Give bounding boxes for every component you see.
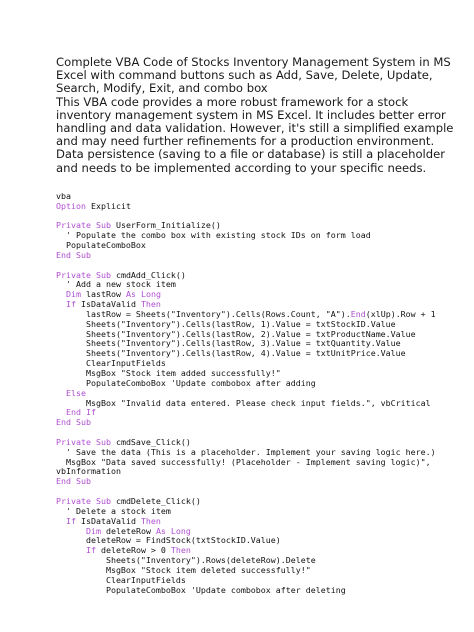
title-line: Complete VBA Code of Stocks Inventory Management System in MS (56, 55, 451, 69)
code-text: Sheets("Inventory").Cells(lastRow, 3).Value = txtQuantity.Value (56, 338, 401, 349)
code-text: lastRow (81, 289, 126, 300)
code-keyword: End Sub (56, 476, 91, 487)
code-text (56, 407, 66, 417)
code-keyword: As Long (125, 289, 161, 300)
code-line (56, 241, 456, 251)
intro-line: handling and data validation. However, it's still a simplified example (56, 121, 454, 136)
intro-line: and may need further refinements for a production environment. (56, 134, 435, 149)
code-line (56, 467, 456, 477)
title-line: Search, Modify, Exit, and combo box (56, 81, 268, 96)
code-text (56, 526, 86, 536)
code-keyword: Private Sub (56, 436, 111, 447)
code-text: Sheets("Inventory").Cells(lastRow, 2).Value = txtProductName.Value (56, 328, 416, 339)
code-text: PopulateComboBox (56, 240, 146, 251)
code-text: Sheets("Inventory").Cells(lastRow, 4).Value = txtUnitPrice.Value (56, 348, 406, 359)
code-text: MsgBox "Stock item deleted successfully!" (56, 564, 311, 575)
code-keyword: Then (140, 515, 161, 526)
code-text: PopulateComboBox 'Update combobox after deleting (56, 584, 346, 595)
code-text: Explicit (85, 200, 131, 211)
code-keyword: Private Sub (56, 220, 111, 231)
code-text: deleteRow = FindStock(txtStockID.Value) (56, 535, 281, 546)
intro-line: inventory management system in MS Excel. It includes better error (56, 107, 446, 122)
code-text: MsgBox "Invalid data entered. Please check input fields.", vbCritical (56, 397, 431, 408)
code-text: Sheets("Inventory").Rows(deleteRow).Delete (56, 555, 316, 566)
code-keyword: If (66, 299, 76, 310)
code-text: MsgBox "Data saved successfully! (Placeholder - Implement saving logic)", (56, 456, 431, 467)
code-keyword: Then (170, 545, 191, 556)
code-text: PopulateComboBox 'Update combobox after adding (56, 377, 316, 388)
code-text: ' Delete a stock item (56, 505, 171, 516)
code-text: cmdDelete_Click() (110, 495, 201, 506)
code-text: ClearInputFields (56, 574, 186, 585)
document-title (56, 56, 456, 96)
code-line (56, 477, 456, 487)
code-text: ' Populate the combo box with existing stock IDs on form load (56, 230, 371, 241)
code-keyword: If (85, 545, 96, 556)
code-keyword: End Sub (56, 249, 91, 260)
code-text: IsDataValid (76, 299, 141, 310)
code-keyword: Dim (85, 525, 101, 536)
code-text: vba (56, 190, 71, 201)
code-keyword: Then (140, 299, 161, 310)
code-text (56, 299, 66, 309)
code-line (56, 408, 456, 418)
code-text (56, 388, 66, 398)
code-keyword: Else (66, 387, 86, 398)
code-text: UserForm_Initialize() (110, 220, 221, 231)
intro-paragraph (56, 96, 456, 175)
title-line: Excel with command buttons such as Add, Save, Delete, Update, (56, 68, 433, 83)
code-text: (xlUp).Row + 1 (365, 308, 436, 319)
code-text (56, 289, 66, 299)
code-keyword: If (66, 515, 76, 526)
code-text: Sheets("Inventory").Cells(lastRow, 1).Value = txtStockID.Value (56, 318, 396, 329)
code-text (56, 545, 86, 555)
code-text: lastRow = Sheets("Inventory").Cells(Rows.Count, "A"). (56, 308, 351, 319)
code-text: IsDataValid (76, 515, 141, 526)
code-keyword: Dim (66, 289, 81, 300)
code-line (56, 586, 456, 596)
code-keyword: As Long (155, 525, 191, 536)
intro-line: This VBA code provides a more robust framework for a stock (56, 94, 409, 109)
code-block (56, 192, 456, 596)
code-line (56, 418, 456, 428)
code-line (56, 251, 456, 261)
code-text: vbInformation (56, 466, 121, 477)
code-keyword: Private Sub (56, 495, 111, 506)
intro-line: Data persistence (saving to a file or database) is still a placeholder (56, 147, 446, 162)
intro-line: and needs to be implemented according to your specific needs. (56, 160, 427, 175)
code-line (56, 379, 456, 389)
code-text: ClearInputFields (56, 358, 166, 369)
code-text: deleteRow (100, 525, 156, 536)
code-text: cmdAdd_Click() (110, 269, 186, 280)
code-keyword: End Sub (56, 417, 91, 428)
code-line (56, 399, 456, 409)
code-text: deleteRow > 0 (95, 545, 171, 556)
code-text: ' Save the data (This is a placeholder. Implement your saving logic here.) (56, 446, 436, 457)
code-text: MsgBox "Stock item added successfully!" (56, 368, 281, 379)
code-text: cmdSave_Click() (110, 436, 191, 447)
document-page (56, 56, 456, 595)
code-keyword: End (350, 308, 366, 319)
code-line (56, 202, 456, 212)
code-text: ' Add a new stock item (56, 279, 176, 290)
code-text (56, 516, 66, 526)
code-keyword: Private Sub (56, 269, 111, 280)
code-keyword: End If (66, 407, 96, 418)
code-keyword: Option (56, 200, 86, 211)
